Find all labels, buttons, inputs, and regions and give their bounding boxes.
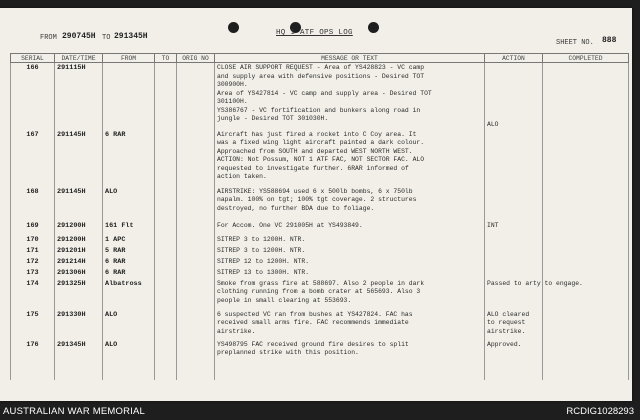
punch-hole	[368, 22, 379, 33]
sheet-number: 888	[602, 36, 617, 45]
to-cell	[155, 310, 177, 340]
orig-cell	[177, 130, 215, 187]
to-cell	[155, 268, 177, 279]
log-sheet	[0, 8, 632, 401]
column-header: ACTION	[485, 54, 543, 63]
datetime-cell: 291200H	[55, 235, 103, 246]
column-header: MESSAGE OR TEXT	[215, 54, 485, 63]
column-header: SERIAL	[11, 54, 55, 63]
completed-cell	[543, 310, 629, 340]
orig-cell	[177, 235, 215, 246]
datetime-cell: 291330H	[55, 310, 103, 340]
serial-cell: 170	[11, 235, 55, 246]
completed-cell	[543, 235, 629, 246]
completed-cell	[543, 63, 629, 130]
serial-cell: 173	[11, 268, 55, 279]
to-value: 291345H	[114, 32, 148, 41]
completed-cell	[543, 340, 629, 380]
serial-cell: 169	[11, 221, 55, 235]
from-cell: 6 RAR	[103, 268, 155, 279]
from-value: 290745H	[62, 32, 96, 41]
from-cell: 5 RAR	[103, 246, 155, 257]
action-cell: ALO cleared to request airstrike.	[485, 310, 543, 340]
table-row	[11, 279, 629, 310]
serial-cell: 168	[11, 187, 55, 221]
serial-cell: 166	[11, 63, 55, 130]
action-cell	[485, 235, 543, 246]
serial-cell: 174	[11, 279, 55, 310]
message-cell: YS498795 FAC received ground fire desires to split preplanned strike with this position.	[215, 340, 485, 380]
table-row	[11, 130, 629, 187]
action-cell: ALO	[485, 63, 543, 130]
datetime-cell: 291345H	[55, 340, 103, 380]
column-header: DATE/TIME	[55, 54, 103, 63]
table-row	[11, 221, 629, 235]
datetime-cell: 291325H	[55, 279, 103, 310]
message-cell: SITREP 3 to 1200H. NTR.	[215, 246, 485, 257]
message-cell: For Accom. One VC 291005H at YS493849.	[215, 221, 485, 235]
orig-cell	[177, 268, 215, 279]
completed-cell	[543, 268, 629, 279]
datetime-cell: 291200H	[55, 221, 103, 235]
orig-cell	[177, 310, 215, 340]
from-cell: ALO	[103, 340, 155, 380]
serial-cell: 172	[11, 257, 55, 268]
to-cell	[155, 235, 177, 246]
serial-cell: 176	[11, 340, 55, 380]
to-cell	[155, 246, 177, 257]
message-cell: SITREP 12 to 1200H. NTR.	[215, 257, 485, 268]
from-cell: 161 Flt	[103, 221, 155, 235]
to-cell	[155, 257, 177, 268]
table-row	[11, 187, 629, 221]
table-row	[11, 63, 629, 130]
message-cell: CLOSE AIR SUPPORT REQUEST - Area of YS428823 - VC camp and supply area with defensive positions - Desired TOT 300900H. Area of YS427814 - VC camp and supply area - Desired TOT 301100H. YS386767 - VC fortification and bunkers along road in jungle - Desired TOT 301030H.	[215, 63, 485, 130]
page-title: HQ 1 ATF OPS LOG	[276, 29, 353, 37]
to-cell	[155, 221, 177, 235]
to-cell	[155, 187, 177, 221]
completed-cell	[543, 246, 629, 257]
orig-cell	[177, 63, 215, 130]
serial-cell: 167	[11, 130, 55, 187]
from-label: FROM	[40, 34, 57, 42]
to-cell	[155, 63, 177, 130]
from-cell: 6 RAR	[103, 257, 155, 268]
completed-cell	[543, 187, 629, 221]
action-cell: Approved.	[485, 340, 543, 380]
completed-cell	[543, 221, 629, 235]
table-row	[11, 246, 629, 257]
orig-cell	[177, 187, 215, 221]
datetime-cell: 291214H	[55, 257, 103, 268]
action-cell	[485, 246, 543, 257]
message-cell: 6 suspected VC ran from bushes at YS427824. FAC has received small arms fire. FAC recommends immediate airstrike.	[215, 310, 485, 340]
from-cell: 1 APC	[103, 235, 155, 246]
table-row	[11, 257, 629, 268]
column-header: ORIG NO	[177, 54, 215, 63]
action-cell: Passed to arty to engage.	[485, 279, 543, 310]
to-cell	[155, 340, 177, 380]
table-row	[11, 235, 629, 246]
message-cell: SITREP 3 to 1200H. NTR.	[215, 235, 485, 246]
to-cell	[155, 279, 177, 310]
to-cell	[155, 130, 177, 187]
orig-cell	[177, 279, 215, 310]
orig-cell	[177, 257, 215, 268]
record-id: RCDIG1028293	[566, 406, 634, 417]
action-cell: INT	[485, 221, 543, 235]
archive-credit: AUSTRALIAN WAR MEMORIAL	[3, 406, 146, 417]
action-cell	[485, 268, 543, 279]
orig-cell	[177, 340, 215, 380]
message-cell: AIRSTRIKE: YS588694 used 6 x 500lb bombs, 6 x 750lb napalm. 100% on tgt; 100% tgt coverage. 2 structures destroyed, no further BDA due to foliage.	[215, 187, 485, 221]
sheet-label: SHEET NO.	[556, 39, 594, 47]
datetime-cell: 291201H	[55, 246, 103, 257]
column-header: FROM	[103, 54, 155, 63]
serial-cell: 171	[11, 246, 55, 257]
from-cell: Albatross	[103, 279, 155, 310]
from-cell: ALO	[103, 187, 155, 221]
punch-hole	[228, 22, 239, 33]
serial-cell: 175	[11, 310, 55, 340]
table-header-row	[11, 54, 629, 63]
orig-cell	[177, 246, 215, 257]
completed-cell	[543, 257, 629, 268]
completed-cell	[543, 130, 629, 187]
from-cell: ALO	[103, 310, 155, 340]
datetime-cell: 291306H	[55, 268, 103, 279]
message-cell: Aircraft has just fired a rocket into C Coy area. It was a fixed wing light aircraft painted a dark colour. Approached from SOUTH and departed WEST NORTH WEST. ACTION: Not Possum, NOT 1 ATF FAC, NOT SECTOR FAC. ALO requested to investigate further. 6RAR informed of action taken.	[215, 130, 485, 187]
action-cell	[485, 187, 543, 221]
column-header: TO	[155, 54, 177, 63]
table-row	[11, 310, 629, 340]
to-label: TO	[102, 34, 111, 42]
datetime-cell: 291115H	[55, 63, 103, 130]
message-cell: SITREP 13 to 1300H. NTR.	[215, 268, 485, 279]
message-cell: Smoke from grass fire at 588697. Also 2 people in dark clothing running from a bomb crater at 565693. Also 3 people in small clearing at 553693.	[215, 279, 485, 310]
table-row	[11, 340, 629, 380]
orig-cell	[177, 221, 215, 235]
from-cell	[103, 63, 155, 130]
ops-log-table	[10, 53, 629, 380]
action-cell	[485, 130, 543, 187]
column-header: COMPLETED	[543, 54, 629, 63]
from-cell: 6 RAR	[103, 130, 155, 187]
table-row	[11, 268, 629, 279]
action-cell	[485, 257, 543, 268]
datetime-cell: 291145H	[55, 130, 103, 187]
datetime-cell: 291145H	[55, 187, 103, 221]
